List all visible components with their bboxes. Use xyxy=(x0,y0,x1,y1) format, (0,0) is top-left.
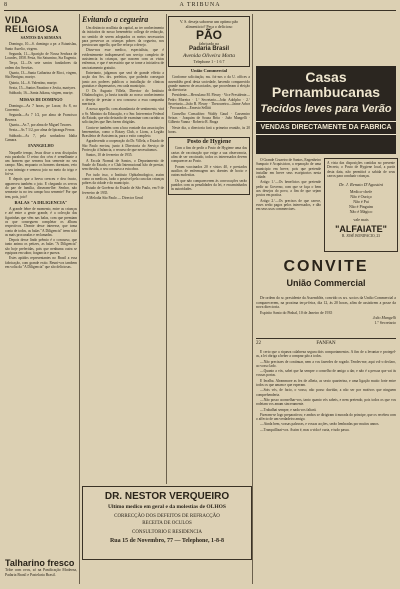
paragraph: Domingo, 10—S. domingo a pe. a Estanislau, Santo Aurelio, virgem. xyxy=(5,42,77,51)
paragraph: —Não precisaes de continuar, nem a vos fazerdes de rogado. Tendes-me, aqui vol-o declaro, ao vosso lado. xyxy=(256,359,396,368)
ad-text: fabricado na xyxy=(199,41,219,46)
serial-header xyxy=(256,338,396,346)
convite-body xyxy=(256,296,396,325)
section-title: VIDA RELIGIOSA xyxy=(5,15,60,34)
column-misc xyxy=(168,14,250,474)
padaria-ad xyxy=(168,16,250,67)
ad-list-item: Não é Mágico xyxy=(349,209,373,215)
paragraph: Estudo de Govêrno do Estado de São Paulo, em 9 de fevereiro de 1935. xyxy=(82,186,164,195)
paragraph: Um distincto ocullista da capital, ao ter conhecimento da iniciativa do nosso benemérito collega de redacção, no sentido de serem adoptados os meios necessarios para preservar as crianças pobres da cegueira, nos prestou um appello, que lhe reforça o desejo. xyxy=(82,26,164,48)
ad-list-item: Não é Pai xyxy=(353,199,369,205)
ad-title: PÃO xyxy=(195,28,222,42)
hygiene-box xyxy=(168,137,250,195)
ad-phone: Telephone 1 - 1 6 7 xyxy=(193,59,225,64)
paragraph: A nosso appello, com abundancia de sentimento, virá o Sr. Ministro da Educação, e o Snr. Interventor Federal do Estado, que não deixarão de examinar com carinho as solicitações que lhes forem dirigidas. xyxy=(82,107,164,125)
paragraph: Depois desse lindo prêmio é o concurso, que tanto anima os petizes, as balas "A Diligencia" são hoje preferidas, pois que nenhuma outra se equipara em sabor, fragancia e pureza. xyxy=(5,238,77,256)
paragraph: Segunda, 11—Aparição de Nossa Senhora de Lourdes, 1858. Festa, Sto Saturnino, Sta Eugenia. xyxy=(5,51,77,61)
paragraph: Quinta, 14—S. Valentino, martyr. xyxy=(9,80,58,85)
paragraph: Domingo—As 7 horas, pe Lucas; As 8, no Convento. xyxy=(5,103,77,113)
casas-pernambucanas-ad xyxy=(256,66,396,154)
doctor-service: RECEITA DE OCULOS xyxy=(142,521,192,526)
ad-text: vale mais xyxy=(353,217,369,223)
ad-list-item: Não é Ouriço xyxy=(350,194,372,200)
column-religious xyxy=(5,14,77,588)
paragraph: E Ieralba. Aleammore as fez de alheia, as sexto quarterina, e uma ligação muito forte entre todos os que amam e que esperam. xyxy=(256,378,396,388)
ad-subtitle: Tecidos leves para Verão xyxy=(260,103,392,115)
paragraph: Quarta—As 7, por alma de Miguel Tavares. xyxy=(9,123,72,128)
paragraph: O Grande Cruzeiro de Santos, Engenheiro Sampaio é Acquisicion, a reparação de uma municipio em breve, pois que pretende installar em breve seus escriptorios nesta cidade. xyxy=(256,158,321,180)
paragraph: Neste dia, a directoria fará a primeira reunião, às 20 horas. xyxy=(168,125,250,134)
paragraph: Sabbado, 16—Santa Juliana, virgem, martyr. xyxy=(9,91,74,96)
section-subtitle: MISSAS DE DOMINGO xyxy=(19,96,63,102)
article-heading: União Commercial xyxy=(190,68,228,73)
ad-text: Tribe com ovos, só na Panificação Moderna, Padaria Brasil e Pastelaria Brasil. xyxy=(5,568,77,577)
newspaper-title: A TRIBUNA xyxy=(179,2,221,8)
serial-text xyxy=(256,350,396,584)
signature: João Mangelli xyxy=(372,315,396,320)
header-rule xyxy=(4,10,396,11)
paragraph: —Trabalhai sempre, e nada vos faltará. xyxy=(260,407,317,412)
article-heading: BALAS "A DILIGENCIA" xyxy=(14,199,68,205)
paragraph: —Ainda bem, vossas palavras, e vossas acções, serão lembradas por muitos annos. xyxy=(260,422,380,427)
paragraph: Estes aptidos representantes no Brasil a essa fabricação, com grande exito. Reuni-vos tambem em volta da "A Diligencia" que são deliciosas. xyxy=(5,256,77,269)
column-article xyxy=(82,14,164,482)
paragraph: Espirito Santo do Pinhal, 10 de Janeiro de 1935 xyxy=(260,310,333,315)
ad-tagline: VENDAS DIRECTAMENTE DA FABRICA xyxy=(256,121,396,135)
ad-address: R. JOSÉ BONIFACIO, 23 xyxy=(342,234,380,239)
ad-title: Casas Pernambucanas xyxy=(271,69,381,100)
paragraph: Com a fim de pedir a Posto de Hygiene uma das cartas de vaccinação que exige a sua observancia, afim de ser vaccinado, todos os interessados devem comparecer ao Posto. xyxy=(171,146,247,164)
paragraph: —Tranquillizai-vos. Assim é, mas a vida é curta, e tudo passa. xyxy=(260,427,350,432)
paragraph: A Melodia São Paulo — Director Geral xyxy=(86,195,143,200)
signature-role: 1.º Secretario xyxy=(374,319,396,325)
column-divider xyxy=(79,14,80,584)
doctor-ad xyxy=(82,486,252,560)
ad-text: V. S. deseja saborear um optimo pão alimenticio? Peça o delicioso xyxy=(179,19,239,29)
paragraph: Artigo 2.º—Os precisos de que carece, esses serão pagos pelos interessados, e dão em seus usos commerciaes. xyxy=(256,198,321,212)
column-divider xyxy=(166,14,167,484)
paragraph: —Sois vós, de facto, o vosso, não posso duvidar, a não ser por motivos que ninguem comprehenderia. xyxy=(256,388,396,397)
column-notice xyxy=(256,158,321,213)
serial-title: FANFAN xyxy=(316,341,336,346)
page-number: 8 xyxy=(4,2,7,8)
paragraph: O Dr. Augusto Villela, Director do Instituto Oftalmologico, ja havia trazido ao nosso conhecimento o desejo de prestar o seu concurso a essa campanha meritoria. xyxy=(82,89,164,107)
signature: Dr. J. Renato D'Agostini xyxy=(338,182,384,188)
paragraph: Foram vaccinados 20 e vistos 40, e prestados auxilios de enfermagem aos doentes de bocio e outras molestias. xyxy=(171,164,247,178)
doctor-specialty: Ultimo medico em geral e da molestias de OLHOS xyxy=(108,504,226,510)
ad-brand: "ALFAIATE" xyxy=(335,224,387,235)
paragraph: Entretanto, julgamos que será de grande effeito a acção dos Srs. drs. prefeitos, que poderão conseguir junto aos poderes publicos a installação de clinicas gratuitas e dispensarios, em cada municipio. xyxy=(82,70,164,88)
doctor-address: Rua 15 de Novembro, 77 — Telephone, 1-8-8 xyxy=(109,538,225,544)
paragraph: Fizeram-se logo preparativos; e ambos se dirigiram á morada do principe, que os recebeu com o affecto de um verdadeiro amigo. xyxy=(256,412,396,422)
section-subtitle: SANTOS DA SEMANA xyxy=(20,35,62,40)
paragraph: Artigo 1.º—Os beneficios que pretende pedir ao Governo, com que se faça o bem aos desejos do povo, a fim de que sejam postos em pratica. xyxy=(256,180,321,198)
ad-title: Talharino fresco xyxy=(5,558,75,568)
hygiene-title: Posto de Hygiene xyxy=(187,139,231,146)
ad-text: A vista das disposições contidas no presente Decreto, o Posto de Hygiene local, a partir desta data, não permitirá a sahida de seus carros para conduzir crianças. xyxy=(327,161,395,178)
doctor-office: CONSULTORIO E RESIDENCIA xyxy=(131,530,202,535)
column-divider xyxy=(252,14,253,584)
talharino-ad xyxy=(5,558,77,577)
notice-title: CONVITE xyxy=(283,258,369,275)
paragraph: Conforme solicitação, ms. foi-nos o da U. offices a assembléa geral desta sociedade, havendo comparecido grande numero de associados, que procederam á eleição da directoria: xyxy=(168,75,250,93)
article-title: Evitando a cegueira xyxy=(82,15,149,24)
paragraph: De ordem do sr. presidente da Assembléa, convido os srs. socios da União Commercial a comparecerem, na proxima terça-feira, dia 12, ás 20 horas, afim de assistirem a posse da nova directoria. xyxy=(256,296,396,309)
ad-name: Padaria Brasil xyxy=(188,46,230,52)
paragraph: Santos, 10 de fevereiro de 1935. xyxy=(86,153,133,158)
paragraph: Sexta—As 7 1/2, por alma de Ipiranga Ferraz. xyxy=(9,128,76,133)
ad-list-item: Não é Pinguim xyxy=(349,204,373,210)
paragraph: Segunda—As 7 1/2, por alma de Francisco Bezerra. xyxy=(5,113,77,122)
ad-address: Avenida Oliveira Motta xyxy=(183,53,235,59)
paragraph: Por tudo isso, o Instituto Ophtalmologico, assim como os medicos, farão o possivel pela cura das crianças pobres da cidade e do municipio. xyxy=(82,172,164,186)
paragraph: Terça, 12—Os sete santos fundadores da ordem dos Servitas. xyxy=(5,61,77,70)
alfaiate-ad xyxy=(324,158,398,252)
paragraph: Sexta, 15—Santos Faustino e Jovita, martyres. xyxy=(9,85,77,90)
paragraph: Os que não comparecerem às convocações serão punidos com as penalidades da lei, e encaminhados às autoridades. xyxy=(171,178,247,192)
paragraph: A Escola Normal de Santos, o Departamento de Saude do Estado, e o Club Internacional hão de prestar, sem duvida, o seu concurso a esta obra. xyxy=(82,158,164,172)
serial-page: 22 xyxy=(256,341,261,346)
paragraph: Conta-se também com a boa vontade das associações benemeritas, como o Rotary Club, o Lions, a Legião Brasileira de Assistencia, para o exito completo. xyxy=(82,125,164,139)
notice-subtitle: União Commercial xyxy=(286,278,366,288)
paragraph: Naquelle tempo, Jesus disse a seus discipulos esta parabola: O reino dos céos é semelhante a um homem que semeou boa semente no seu campo. Mas, enquanto os homens dormiam, veio o seu inimigo e semeou joio no meio do trigo e foi-se. xyxy=(5,150,77,177)
paragraph: Presidente—Herculano M. Fleury · Vice Presidente—Pedro Moreira · 1.º Secretario—João Adolpho · 2.º Secretario—João B. Fleury · Thesoureiro—Jaime Arbor · Procurador—Ernesto Sellitti xyxy=(168,93,250,111)
paragraph: A grande febre de momento, entre as crianças e até entre a gente grande, é a colecção das figurinhas que vêm nas balas, com que premiam os que conseguem completar os álbuns respectivos. Deante desse interesse, que toma conta de todos, as balas "A Diligencia" teem sido as mais procuradas e reclamadas. xyxy=(5,207,77,237)
paragraph: Disse-nos esse medico, especialista, que é evidentemente indispensavel um serviço completo de assistencia às crianças, que nascem com as vistas enfermas, e que é necessário que se tome a iniciativa de um tratamento gratuito. xyxy=(82,48,164,70)
paragraph: —Não posso aconselhar-vos, tanto quanto vós sabeis, e nem pretendo, pois todos os que vos rodeiam vos amam sinceramente. xyxy=(256,397,396,407)
paragraph: Conselho Consultivo: Waldy Gaud · Cassemiro Seixas · Joaquim de Souza Brito · João Mangelli · Gilberto Vanna · Roberto R. Braga xyxy=(168,111,250,125)
signature-role: Medico-chefe xyxy=(349,189,373,195)
paragraph: E certo que a riqueza calabreza segura dois comportamentos. A fim de a levantar e protegel-as, a lei obriga a beber a comprar pão a todos. xyxy=(256,350,396,359)
paragraph: Sabbado—As 7, pela sonhadora Idalia Camara. xyxy=(5,133,77,142)
paragraph: Agradecendo a cooperação do Dr. Villela, o Estado de São Paulo enviou, junto à Directoria do Serviço de Protecção á Infancia, o recurso de que necessitamos. xyxy=(82,139,164,153)
section-subtitle: EVANGELHO xyxy=(28,143,54,149)
paragraph: —Quanto a vós, sabei que ha sempre o conselho de amigo a dar, e não é a pessoa que vai ás vossas portas. xyxy=(256,369,396,378)
paragraph: E depois que a herva cresceu e deu fructo, appareceu também o joio. E chegando os servos do pae de familia, disseram-lhe: Senhor, não semeaste tu no teu campo boa semente? Por que tem, pois, joio? xyxy=(5,177,77,199)
doctor-service: CORRECÇÃO DOS DEFEITOS DE REFRACÇÃO xyxy=(114,514,220,519)
doctor-name: DR. NESTOR VERQUEIRO xyxy=(104,491,230,502)
paragraph: Quarta, 13—Santa Catharina de Ricci, virgem, São Benigno, martyr. xyxy=(5,71,77,80)
ad-list xyxy=(325,194,397,214)
